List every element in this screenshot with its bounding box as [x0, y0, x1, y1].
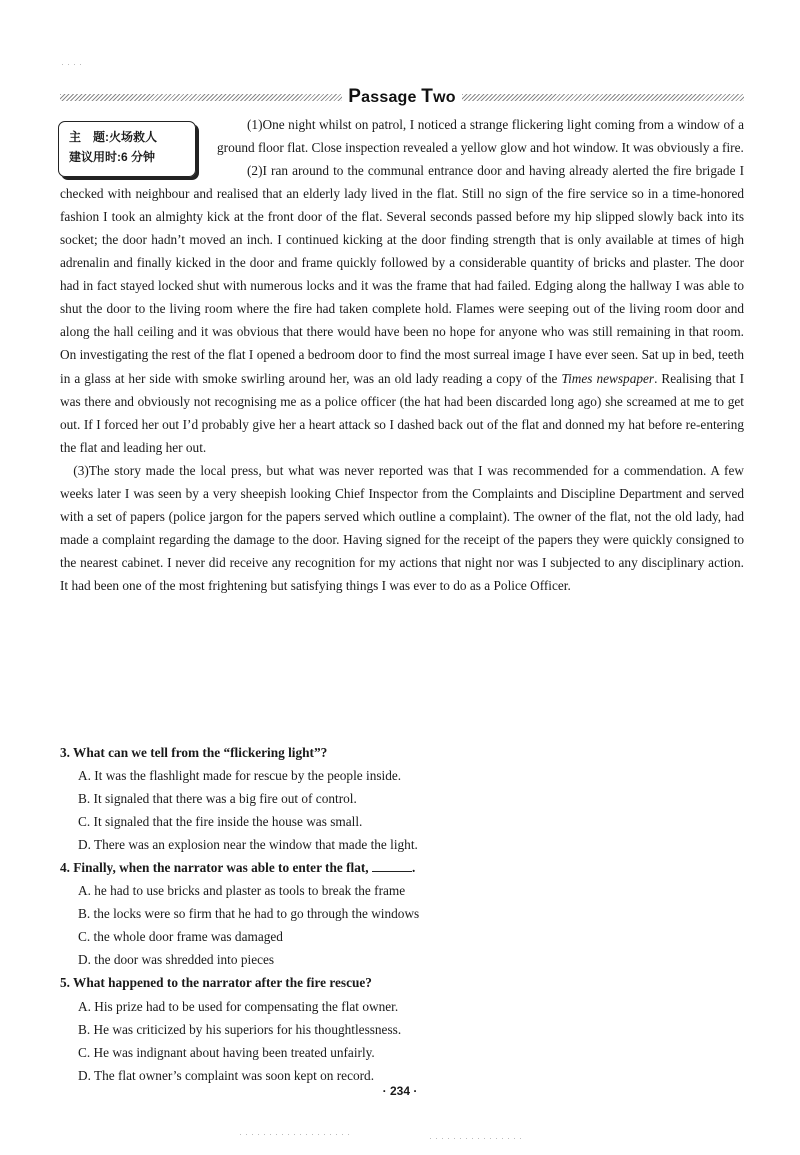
- scan-speckle-right: [430, 1138, 525, 1139]
- question-5-option-b: B. He was criticized by his superiors for his thoughtlessness.: [78, 1021, 402, 1037]
- question-4-option-c: C. the whole door frame was damaged: [78, 929, 283, 945]
- question-4-option-a: A. he had to use bricks and plaster as tools to break the frame: [78, 883, 406, 899]
- header-hatch-left: [60, 94, 342, 101]
- topic-label: 主 题:火场救人: [69, 130, 157, 144]
- paragraph-3: (3)The story made the local press, but what was never reported was that I was recommended for a commendation. A few weeks later I was seen by a very sheepish looking Chief Inspector from the Complaints and Discipline Department and served with a set of papers (police jargon for the papers served which outline a complaint). The owner of the flat, not the old lady, had made a complaint regarding the damage to the door. Having signed for the receipt of the papers they were quickly consigned to the nearest cabinet. I never did receive any recognition for my actions that night nor was I subjected to any disciplinary action. It had been one of the most frightening but satisfying things I was ever to do as a Police Officer.: [60, 462, 744, 593]
- question-4-option-b: B. the locks were so firm that he had to go through the windows: [78, 906, 420, 922]
- answer-blank: [372, 858, 412, 872]
- passage-title: Passage Two: [348, 86, 456, 107]
- question-3-stem: 3. What can we tell from the “flickering light”?: [60, 745, 328, 760]
- question-3-option-c: C. It signaled that the fire inside the house was small.: [78, 814, 363, 830]
- question-5-option-a: A. His prize had to be used for compensating the flat owner.: [78, 998, 399, 1014]
- page-number: · 234 ·: [382, 1084, 418, 1098]
- question-list: [60, 741, 744, 1087]
- question-4-option-d: D. the door was shredded into pieces: [78, 952, 275, 968]
- question-5-stem: 5. What happened to the narrator after the fire rescue?: [60, 975, 372, 991]
- question-3-option-b: B. It signaled that there was a big fire out of control.: [78, 791, 357, 807]
- question-3-option-a: A. It was the flashlight made for rescue by the people inside.: [78, 768, 402, 784]
- header-hatch-right: [462, 94, 744, 101]
- question-5-option-c: C. He was indignant about having been treated unfairly.: [78, 1044, 375, 1060]
- question-5-option-d: D. The flat owner’s complaint was soon kept on record.: [78, 1067, 375, 1083]
- passage-body: [60, 113, 744, 597]
- passage-header: [60, 86, 744, 108]
- question-4-stem: 4. Finally, when the narrator was able to enter the flat, .: [60, 860, 416, 876]
- scan-speckle-top: [62, 64, 84, 65]
- paragraph-1: (1)One night whilst on patrol, I noticed a strange flickering light coming from a window of a ground floor flat. Close inspection revealed a yellow glow and hot window. It was obviously a fire.: [217, 117, 744, 156]
- scan-speckle-left: [240, 1134, 350, 1135]
- paragraph-2: (2)I ran around to the communal entrance door and having already alerted the fire brigade I checked with neighbour and realised that an elderly lady lived in the flat. Still no sign of the fire service so in a time-honored fashion I took an almighty kick at the front door of the flat. Several seconds passed before my hip slipped slowly back into its socket; the door hadn’t moved an inch. I continued kicking at the door finding strength that is only available at times of high adrenalin and finally kicked in the door and frame quickly followed by a considerable quantity of bricks and plaster. The door had in fact stayed locked shut with numerous locks and it was the frame that had failed. Edging along the hallway I was able to shut the door to the living room where the fire had taken complete hold. Flames were seeping out of the living room door and along the hall ceiling and it was obvious that there would have been no hope for anyone who was still remaining in that room. On investigating the rest of the flat I opened a bedroom door to find the most surreal image I have ever seen. Sat up in bed, teeth in a glass at her side with smoke swirling around her, was an old lady reading a copy of the Times newspaper. Realising that I was there and obviously not recognising me as a police officer (the hat had been discarded long ago) she screamed at me to get out. If I forced her out I’d probably give her a heart attack so I dashed back out of the flat and donned my hat before re-entering the flat and leading her out.: [60, 163, 744, 455]
- newspaper-title: Times newspaper: [561, 370, 655, 386]
- suggested-time-label: 建议用时:6 分钟: [69, 150, 156, 164]
- question-3-option-d: D. There was an explosion near the window that made the light.: [78, 837, 418, 853]
